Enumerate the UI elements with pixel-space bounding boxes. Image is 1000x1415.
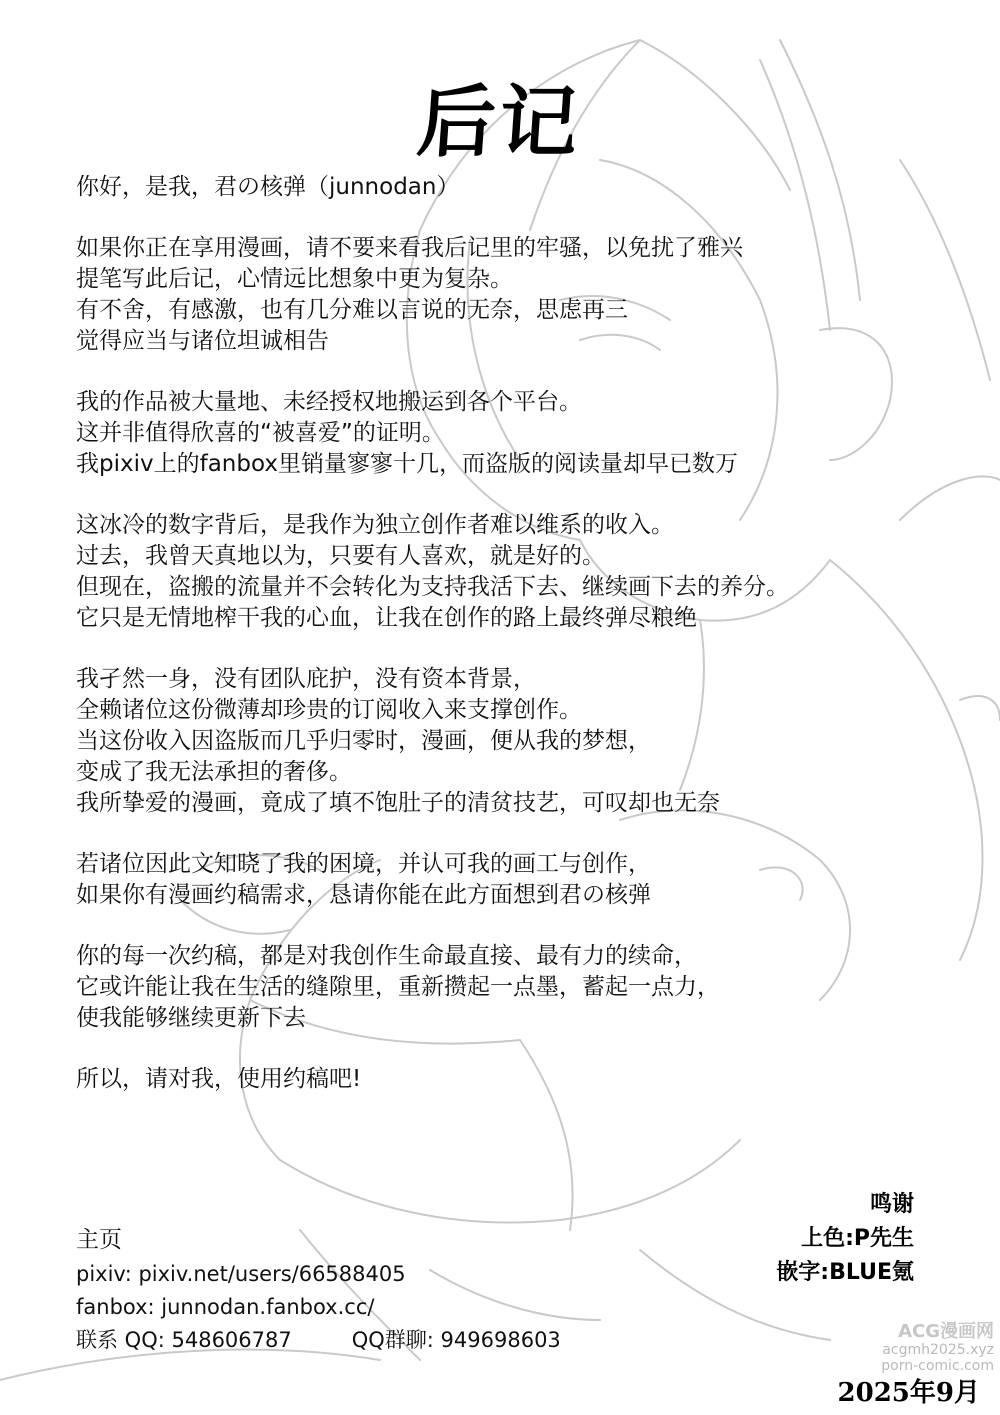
- watermark-logo: ACG漫画网: [898, 1321, 994, 1342]
- text-line: 全赖诸位这份微薄却珍贵的订阅收入来支撑创作。: [76, 697, 582, 723]
- text-line: 如果你正在享用漫画，请不要来看我后记里的牢骚，以免扰了雅兴: [76, 235, 743, 261]
- text-line: 我所挚爱的漫画，竟成了填不饱肚子的清贫技艺，可叹却也无奈: [76, 790, 720, 816]
- credits-lettering: 嵌字:BLUE氪: [776, 1260, 914, 1285]
- text-line: 变成了我无法承担的奢侈。: [76, 759, 352, 785]
- paragraph-greeting: [76, 172, 876, 203]
- fanbox-link[interactable]: fanbox: junnodan.fanbox.cc/: [76, 1295, 375, 1319]
- contact-row: [76, 1324, 561, 1357]
- text-line: 过去，我曾天真地以为，只要有人喜欢，就是好的。: [76, 543, 605, 569]
- qq-contact: 联系 QQ: 548606787: [76, 1328, 292, 1352]
- text-line: 有不舍，有感激，也有几分难以言说的无奈，思虑再三: [76, 297, 628, 323]
- site-watermark: [876, 1322, 994, 1374]
- text-line: 所以，请对我，使用约稿吧!: [76, 1066, 362, 1092]
- paragraph-alone: [76, 664, 876, 819]
- page-title: 后记: [414, 78, 585, 168]
- qq-group-contact: QQ群聊: 949698603: [351, 1328, 561, 1352]
- text-line: 我的作品被大量地、未经授权地搬运到各个平台。: [76, 389, 582, 415]
- paragraph-request: [76, 849, 876, 911]
- text-line: 我pixiv上的fanbox里销量寥寥十几，而盗版的阅读量却早已数万: [76, 451, 738, 477]
- paragraph-closing: [76, 1064, 876, 1095]
- text-line: 若诸位因此文知晓了我的困境，并认可我的画工与创作，: [76, 851, 651, 877]
- paragraph-intro: [76, 233, 876, 357]
- credits-block: [776, 1188, 914, 1290]
- homepage-title: 主页: [76, 1227, 122, 1253]
- paragraph-income: [76, 510, 876, 634]
- paragraph-commission: [76, 941, 876, 1034]
- text-line: 使我能够继续更新下去: [76, 1005, 306, 1031]
- text-line: 觉得应当与诸位坦诚相告: [76, 328, 329, 354]
- text-line: 提笔写此后记，心情远比想象中更为复杂。: [76, 266, 513, 292]
- text-line: 当这份收入因盗版而几乎归零时，漫画，便从我的梦想，: [76, 728, 651, 754]
- text-line: 这冰冷的数字背后，是我作为独立创作者难以维系的收入。: [76, 512, 674, 538]
- text-line: 这并非值得欣喜的“被喜爱”的证明。: [76, 420, 445, 446]
- text-line: 你的每一次约稿，都是对我创作生命最直接、最有力的续命，: [76, 943, 697, 969]
- pixiv-link[interactable]: pixiv: pixiv.net/users/66588405: [76, 1262, 406, 1286]
- text-line: 你好，是我，君の核弹（junnodan）: [76, 174, 460, 200]
- watermark-url-secondary: porn-comic.com: [881, 1358, 994, 1374]
- text-line: 我孑然一身，没有团队庇护，没有资本背景，: [76, 666, 536, 692]
- text-line: 它或许能让我在生活的缝隙里，重新攒起一点墨，蓄起一点力，: [76, 974, 720, 1000]
- watermark-url: acgmh2025.xyz: [882, 1342, 994, 1358]
- homepage-contacts: [76, 1222, 561, 1357]
- paragraph-piracy: [76, 387, 876, 480]
- credits-color: 上色:P先生: [801, 1226, 914, 1251]
- credits-thanks: 鸣谢: [869, 1192, 914, 1217]
- text-line: 它只是无情地榨干我的心血，让我在创作的路上最终弹尽粮绝: [76, 605, 697, 631]
- text-line: 但现在，盗搬的流量并不会转化为支持我活下去、继续画下去的养分。: [76, 574, 789, 600]
- text-line: 如果你有漫画约稿需求，恳请你能在此方面想到君の核弹: [76, 882, 651, 908]
- afterword-body: [76, 172, 876, 1125]
- publication-date: 2025年9月: [837, 1378, 980, 1408]
